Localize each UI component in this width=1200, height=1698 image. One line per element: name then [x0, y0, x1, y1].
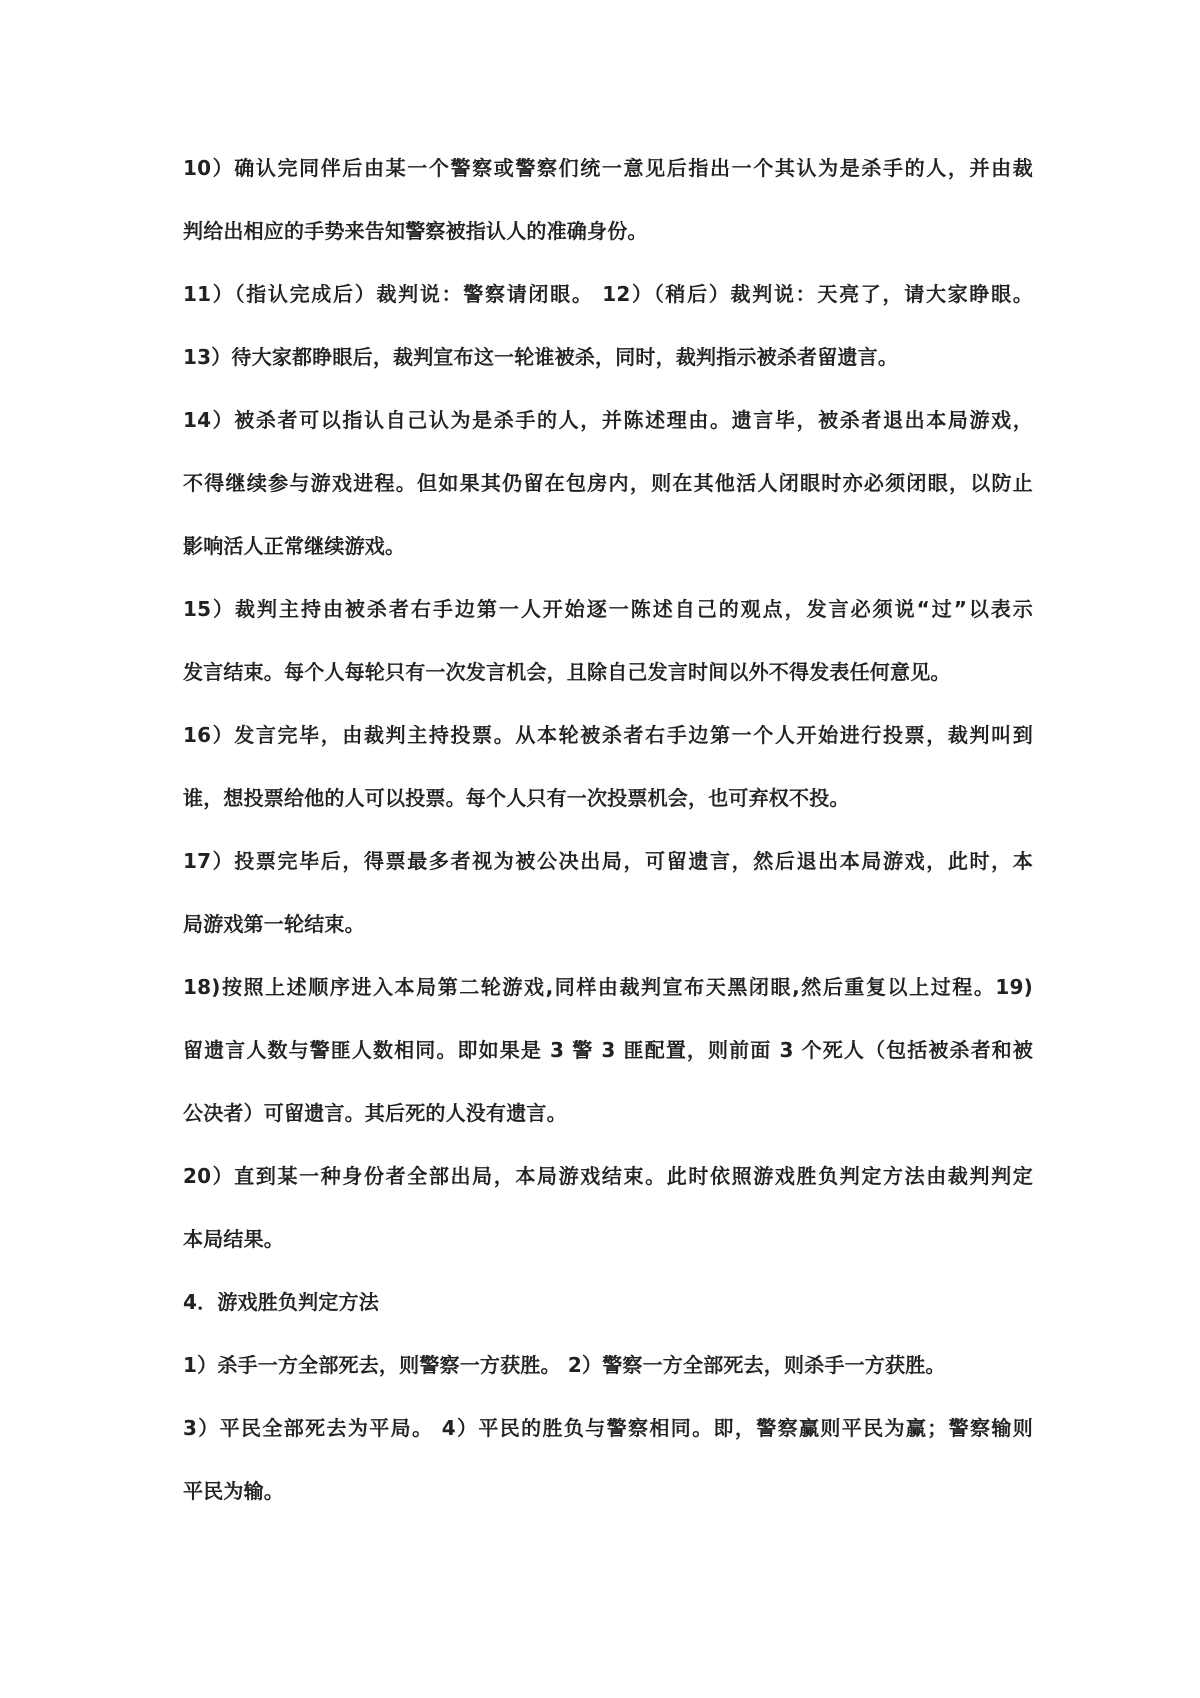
text-line: 谁，想投票给他的人可以投票。每个人只有一次投票机会，也可弃权不投。: [183, 786, 850, 810]
text-line: 20）直到某一种身份者全部出局，本局游戏结束。此时依照游戏胜负判定方法由裁判判定: [183, 1164, 1033, 1188]
text-line: 不得继续参与游戏进程。但如果其仍留在包房内，则在其他活人闭眼时亦必须闭眼，以防止: [183, 471, 1033, 495]
text-line: 留遗言人数与警匪人数相同。即如果是 3 警 3 匪配置，则前面 3 个死人（包括被杀者和被: [183, 1038, 1033, 1062]
text-line: 10）确认完同伴后由某一个警察或警察们统一意见后指出一个其认为是杀手的人，并由裁: [183, 156, 1033, 180]
text-line: 平民为输。: [183, 1479, 284, 1503]
text-line: 公决者）可留遗言。其后死的人没有遗言。: [183, 1101, 567, 1125]
text-line: 11）（指认完成后）裁判说：警察请闭眼。 12）（稍后）裁判说：天亮了，请大家睁眼。: [183, 282, 1033, 306]
text-line: 发言结束。每个人每轮只有一次发言机会，且除自己发言时间以外不得发表任何意见。: [183, 660, 951, 684]
text-line: 18)按照上述顺序进入本局第二轮游戏,同样由裁判宣布天黑闭眼,然后重复以上过程。19): [183, 975, 1033, 999]
text-line: 局游戏第一轮结束。: [183, 912, 365, 936]
text-line: 判给出相应的手势来告知警察被指认人的准确身份。: [183, 219, 648, 243]
text-line: 影响活人正常继续游戏。: [183, 534, 406, 558]
text-line: 4．游戏胜负判定方法: [183, 1290, 379, 1314]
text-line: 3）平民全部死去为平局。 4）平民的胜负与警察相同。即，警察赢则平民为赢；警察输则: [183, 1416, 1033, 1440]
text-line: 14）被杀者可以指认自己认为是杀手的人，并陈述理由。遗言毕，被杀者退出本局游戏，: [183, 408, 1033, 432]
text-line: 13）待大家都睁眼后，裁判宣布这一轮谁被杀，同时，裁判指示被杀者留遗言。: [183, 345, 899, 369]
text-line: 本局结果。: [183, 1227, 284, 1251]
text-line: 15）裁判主持由被杀者右手边第一人开始逐一陈述自己的观点，发言必须说“过”以表示: [183, 597, 1033, 621]
text-line: 16）发言完毕，由裁判主持投票。从本轮被杀者右手边第一个人开始进行投票，裁判叫到: [183, 723, 1033, 747]
document-body: [183, 153, 1033, 1539]
text-line: 17）投票完毕后，得票最多者视为被公决出局，可留遗言，然后退出本局游戏，此时，本: [183, 849, 1033, 873]
text-line: 1）杀手一方全部死去，则警察一方获胜。 2）警察一方全部死去，则杀手一方获胜。: [183, 1353, 946, 1377]
